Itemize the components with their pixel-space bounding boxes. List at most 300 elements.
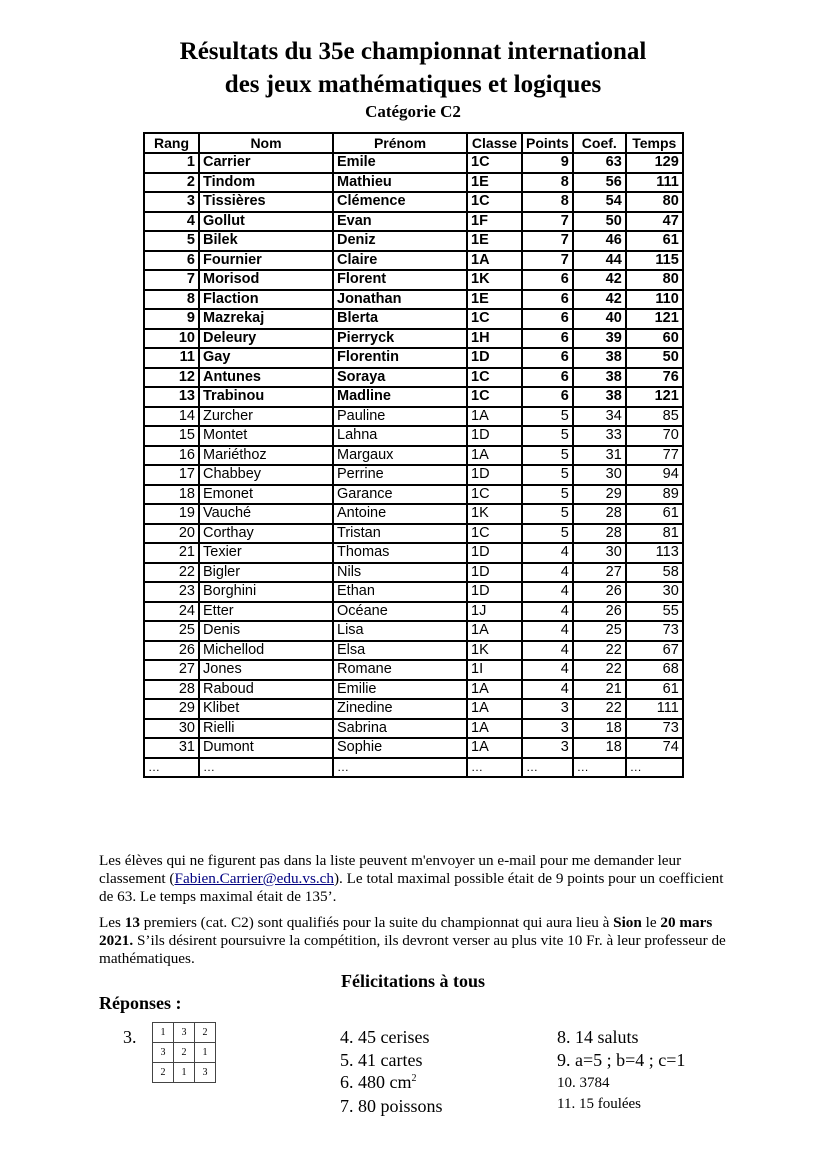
cell-class: 1A [467,251,522,271]
cell-points: 6 [522,290,573,310]
cell-last-name: Zurcher [199,407,333,427]
cell-rank: 9 [144,309,199,329]
cell-class: 1A [467,699,522,719]
cell-rank: 5 [144,231,199,251]
cell-rank: 25 [144,621,199,641]
cell-last-name: Denis [199,621,333,641]
cell-time: 73 [626,621,683,641]
cell-rank: 12 [144,368,199,388]
table-row [144,465,683,485]
grid-cell: 2 [174,1043,195,1063]
cell-last-name: Corthay [199,524,333,544]
cell-points: 7 [522,231,573,251]
cell-first-name: Claire [333,251,467,271]
answer-4: 4. 45 cerises [340,1027,430,1047]
cell-rank: 18 [144,485,199,505]
cell-first-name: Romane [333,660,467,680]
cell-last-name: Dumont [199,738,333,758]
cell-class: 1J [467,602,522,622]
cell-time: 61 [626,231,683,251]
cell-points: 6 [522,270,573,290]
cell-class: 1K [467,270,522,290]
cell-coef: 38 [573,368,626,388]
cell-last-name: Emonet [199,485,333,505]
cell-time: 115 [626,251,683,271]
qualification-paragraph [99,914,731,968]
cell-points: 4 [522,680,573,700]
cell-points: 4 [522,621,573,641]
ellipsis-cell: … [573,758,626,778]
grid-cell: 3 [174,1023,195,1043]
cell-coef: 21 [573,680,626,700]
cell-class: 1E [467,173,522,193]
table-row [144,621,683,641]
cell-rank: 17 [144,465,199,485]
table-row [144,660,683,680]
table-row [144,524,683,544]
cell-coef: 30 [573,543,626,563]
cell-coef: 31 [573,446,626,466]
cell-time: 58 [626,563,683,583]
cell-coef: 28 [573,504,626,524]
table-row [144,641,683,661]
cell-time: 80 [626,192,683,212]
cell-first-name: Evan [333,212,467,232]
table-row [144,212,683,232]
table-row [144,270,683,290]
cell-last-name: Gollut [199,212,333,232]
qual-text: S’ils désirent poursuivre la compétition, ils devront verser au plus vite 10 Fr. à leur professeur de mathématiques. [99,932,726,967]
table-row [144,699,683,719]
grid-cell: 1 [195,1043,216,1063]
cell-coef: 40 [573,309,626,329]
answer-6-exponent: 2 [411,1073,417,1084]
table-row [144,309,683,329]
answer-3-label: 3. [123,1027,137,1047]
answer-9: 9. a=5 ; b=4 ; c=1 [557,1050,686,1070]
cell-coef: 30 [573,465,626,485]
cell-points: 4 [522,660,573,680]
cell-last-name: Fournier [199,251,333,271]
cell-time: 68 [626,660,683,680]
table-row [144,582,683,602]
cell-class: 1D [467,543,522,563]
results-table [143,132,684,778]
cell-time: 67 [626,641,683,661]
table-row [144,719,683,739]
cell-rank: 3 [144,192,199,212]
cell-rank: 8 [144,290,199,310]
cell-class: 1C [467,368,522,388]
cell-points: 4 [522,582,573,602]
column-header-points: Points [522,133,573,153]
cell-first-name: Sophie [333,738,467,758]
table-row [144,192,683,212]
cell-class: 1A [467,719,522,739]
cell-first-name: Océane [333,602,467,622]
column-header-last-name: Nom [199,133,333,153]
cell-points: 6 [522,368,573,388]
answer-6 [340,1072,417,1093]
cell-coef: 56 [573,173,626,193]
cell-class: 1C [467,387,522,407]
cell-coef: 54 [573,192,626,212]
cell-points: 7 [522,212,573,232]
cell-class: 1D [467,563,522,583]
cell-rank: 13 [144,387,199,407]
cell-class: 1E [467,231,522,251]
cell-class: 1H [467,329,522,349]
cell-coef: 42 [573,270,626,290]
cell-time: 77 [626,446,683,466]
cell-points: 4 [522,543,573,563]
cell-rank: 11 [144,348,199,368]
cell-first-name: Thomas [333,543,467,563]
cell-last-name: Mazrekaj [199,309,333,329]
cell-rank: 26 [144,641,199,661]
cell-class: 1D [467,582,522,602]
cell-points: 4 [522,641,573,661]
column-header-rank: Rang [144,133,199,153]
cell-points: 4 [522,602,573,622]
table-row [144,387,683,407]
cell-points: 6 [522,348,573,368]
cell-rank: 29 [144,699,199,719]
category-label: Catégorie C2 [365,102,461,121]
cell-class: 1K [467,504,522,524]
cell-first-name: Elsa [333,641,467,661]
cell-first-name: Pierryck [333,329,467,349]
cell-points: 3 [522,699,573,719]
cell-class: 1C [467,192,522,212]
cell-coef: 29 [573,485,626,505]
cell-last-name: Texier [199,543,333,563]
ellipsis-cell: … [626,758,683,778]
cell-first-name: Jonathan [333,290,467,310]
cell-coef: 50 [573,212,626,232]
ellipsis-cell: … [333,758,467,778]
cell-rank: 10 [144,329,199,349]
cell-rank: 28 [144,680,199,700]
cell-rank: 19 [144,504,199,524]
ellipsis-cell: … [199,758,333,778]
cell-class: 1C [467,485,522,505]
cell-time: 113 [626,543,683,563]
table-row [144,504,683,524]
cell-rank: 1 [144,153,199,173]
cell-class: 1K [467,641,522,661]
qual-text: Les [99,914,125,931]
cell-coef: 28 [573,524,626,544]
cell-time: 60 [626,329,683,349]
cell-first-name: Sabrina [333,719,467,739]
table-row [144,680,683,700]
cell-class: 1F [467,212,522,232]
cell-rank: 23 [144,582,199,602]
cell-points: 7 [522,251,573,271]
cell-last-name: Rielli [199,719,333,739]
table-header-row [144,133,683,153]
cell-rank: 31 [144,738,199,758]
answer-10: 10. 3784 [557,1075,610,1091]
table-row [144,485,683,505]
cell-last-name: Jones [199,660,333,680]
cell-points: 5 [522,465,573,485]
answer-7: 7. 80 poissons [340,1096,443,1116]
cell-last-name: Trabinou [199,387,333,407]
cell-points: 6 [522,329,573,349]
qual-text: le [641,914,661,931]
cell-last-name: Borghini [199,582,333,602]
email-link[interactable]: Fabien.Carrier@edu.vs.ch [174,870,334,887]
cell-class: 1C [467,524,522,544]
cell-time: 47 [626,212,683,232]
grid-cell: 2 [153,1063,174,1083]
cell-first-name: Blerta [333,309,467,329]
cell-last-name: Deleury [199,329,333,349]
cell-points: 3 [522,719,573,739]
table-row [144,368,683,388]
cell-time: 30 [626,582,683,602]
table-row [144,290,683,310]
ellipsis-cell: … [467,758,522,778]
cell-rank: 30 [144,719,199,739]
table-row [144,231,683,251]
cell-coef: 33 [573,426,626,446]
table-row [144,348,683,368]
cell-coef: 63 [573,153,626,173]
column-header-time: Temps [626,133,683,153]
cell-points: 3 [522,738,573,758]
ellipsis-cell: … [522,758,573,778]
cell-rank: 14 [144,407,199,427]
grid-cell: 1 [153,1023,174,1043]
cell-coef: 25 [573,621,626,641]
cell-first-name: Soraya [333,368,467,388]
cell-first-name: Nils [333,563,467,583]
answers-heading: Réponses : [99,993,182,1013]
cell-time: 89 [626,485,683,505]
cell-rank: 27 [144,660,199,680]
cell-rank: 16 [144,446,199,466]
cell-last-name: Bilek [199,231,333,251]
answer-8: 8. 14 saluts [557,1027,639,1047]
cell-first-name: Zinedine [333,699,467,719]
cell-first-name: Madline [333,387,467,407]
cell-time: 76 [626,368,683,388]
cell-last-name: Montet [199,426,333,446]
table-row [144,738,683,758]
cell-points: 8 [522,192,573,212]
cell-first-name: Garance [333,485,467,505]
cell-time: 74 [626,738,683,758]
cell-class: 1A [467,446,522,466]
cell-first-name: Emile [333,153,467,173]
cell-time: 50 [626,348,683,368]
cell-points: 6 [522,309,573,329]
cell-time: 94 [626,465,683,485]
cell-time: 81 [626,524,683,544]
cell-rank: 21 [144,543,199,563]
cell-first-name: Pauline [333,407,467,427]
cell-time: 73 [626,719,683,739]
cell-last-name: Tindom [199,173,333,193]
cell-coef: 26 [573,602,626,622]
cell-last-name: Tissières [199,192,333,212]
cell-first-name: Emilie [333,680,467,700]
cell-first-name: Lahna [333,426,467,446]
cell-last-name: Etter [199,602,333,622]
cell-rank: 15 [144,426,199,446]
cell-class: 1A [467,621,522,641]
cell-points: 9 [522,153,573,173]
table-row [144,153,683,173]
answer-5: 5. 41 cartes [340,1050,423,1070]
cell-coef: 22 [573,641,626,661]
cell-points: 5 [522,446,573,466]
cell-first-name: Perrine [333,465,467,485]
table-row [144,173,683,193]
cell-time: 55 [626,602,683,622]
cell-class: 1I [467,660,522,680]
cell-rank: 4 [144,212,199,232]
cell-first-name: Antoine [333,504,467,524]
qual-count: 13 [124,914,140,931]
cell-time: 121 [626,309,683,329]
cell-coef: 38 [573,348,626,368]
cell-class: 1D [467,348,522,368]
title-line-1: Résultats du 35e championnat international [179,38,647,65]
qual-date: 20 mars 2021. [99,914,713,949]
cell-last-name: Antunes [199,368,333,388]
column-header-first-name: Prénom [333,133,467,153]
cell-first-name: Lisa [333,621,467,641]
grid-cell: 1 [174,1063,195,1083]
table-row [144,251,683,271]
cell-last-name: Raboud [199,680,333,700]
cell-rank: 24 [144,602,199,622]
cell-last-name: Vauché [199,504,333,524]
cell-points: 5 [522,504,573,524]
cell-last-name: Flaction [199,290,333,310]
cell-time: 111 [626,173,683,193]
table-row [144,446,683,466]
cell-points: 5 [522,426,573,446]
cell-last-name: Michellod [199,641,333,661]
info-paragraph [99,852,731,906]
qual-location: Sion [613,914,642,931]
answer-11: 11. 15 foulées [557,1096,642,1112]
cell-first-name: Florent [333,270,467,290]
cell-rank: 22 [144,563,199,583]
info-text-after: ). Le total maximal possible était de 9 points pour un coefficient de 63. Le temps maximal était de 135’. [99,870,724,905]
cell-first-name: Margaux [333,446,467,466]
cell-class: 1A [467,680,522,700]
cell-class: 1D [467,465,522,485]
cell-time: 110 [626,290,683,310]
cell-class: 1E [467,290,522,310]
cell-points: 5 [522,524,573,544]
cell-time: 61 [626,504,683,524]
cell-first-name: Ethan [333,582,467,602]
cell-first-name: Clémence [333,192,467,212]
cell-coef: 18 [573,738,626,758]
cell-coef: 46 [573,231,626,251]
cell-last-name: Morisod [199,270,333,290]
cell-coef: 22 [573,660,626,680]
column-header-class: Classe [467,133,522,153]
answer-3-grid [152,1022,216,1083]
cell-rank: 6 [144,251,199,271]
cell-points: 8 [522,173,573,193]
cell-last-name: Mariéthoz [199,446,333,466]
cell-coef: 38 [573,387,626,407]
cell-first-name: Florentin [333,348,467,368]
cell-class: 1C [467,309,522,329]
cell-class: 1A [467,407,522,427]
cell-first-name: Mathieu [333,173,467,193]
table-row [144,426,683,446]
cell-coef: 22 [573,699,626,719]
cell-coef: 26 [573,582,626,602]
cell-first-name: Tristan [333,524,467,544]
cell-coef: 18 [573,719,626,739]
cell-time: 111 [626,699,683,719]
cell-class: 1A [467,738,522,758]
qual-text: premiers (cat. C2) sont qualifiés pour la suite du championnat qui aura lieu à [139,914,614,931]
grid-cell: 2 [195,1023,216,1043]
cell-last-name: Gay [199,348,333,368]
cell-class: 1C [467,153,522,173]
cell-class: 1D [467,426,522,446]
congratulations-heading: Félicitations à tous [341,971,485,991]
cell-coef: 27 [573,563,626,583]
cell-time: 85 [626,407,683,427]
cell-points: 5 [522,407,573,427]
cell-rank: 2 [144,173,199,193]
table-row [144,543,683,563]
cell-points: 6 [522,387,573,407]
ellipsis-cell: … [144,758,199,778]
cell-coef: 44 [573,251,626,271]
table-row [144,329,683,349]
grid-cell: 3 [195,1063,216,1083]
info-text-before: Les élèves qui ne figurent pas dans la liste peuvent m'envoyer un e-mail pour me demander leur classement ( [99,852,682,887]
cell-rank: 7 [144,270,199,290]
cell-time: 80 [626,270,683,290]
cell-time: 61 [626,680,683,700]
cell-coef: 34 [573,407,626,427]
cell-last-name: Bigler [199,563,333,583]
table-row [144,407,683,427]
grid-cell: 3 [153,1043,174,1063]
title-line-2: des jeux mathématiques et logiques [224,71,602,98]
cell-last-name: Chabbey [199,465,333,485]
cell-time: 129 [626,153,683,173]
table-row [144,602,683,622]
cell-coef: 42 [573,290,626,310]
cell-rank: 20 [144,524,199,544]
cell-first-name: Deniz [333,231,467,251]
answer-6-text: 6. 480 cm [340,1072,412,1092]
cell-points: 4 [522,563,573,583]
cell-points: 5 [522,485,573,505]
column-header-coef: Coef. [573,133,626,153]
cell-time: 121 [626,387,683,407]
table-row-ellipsis [144,758,683,778]
cell-last-name: Klibet [199,699,333,719]
cell-last-name: Carrier [199,153,333,173]
